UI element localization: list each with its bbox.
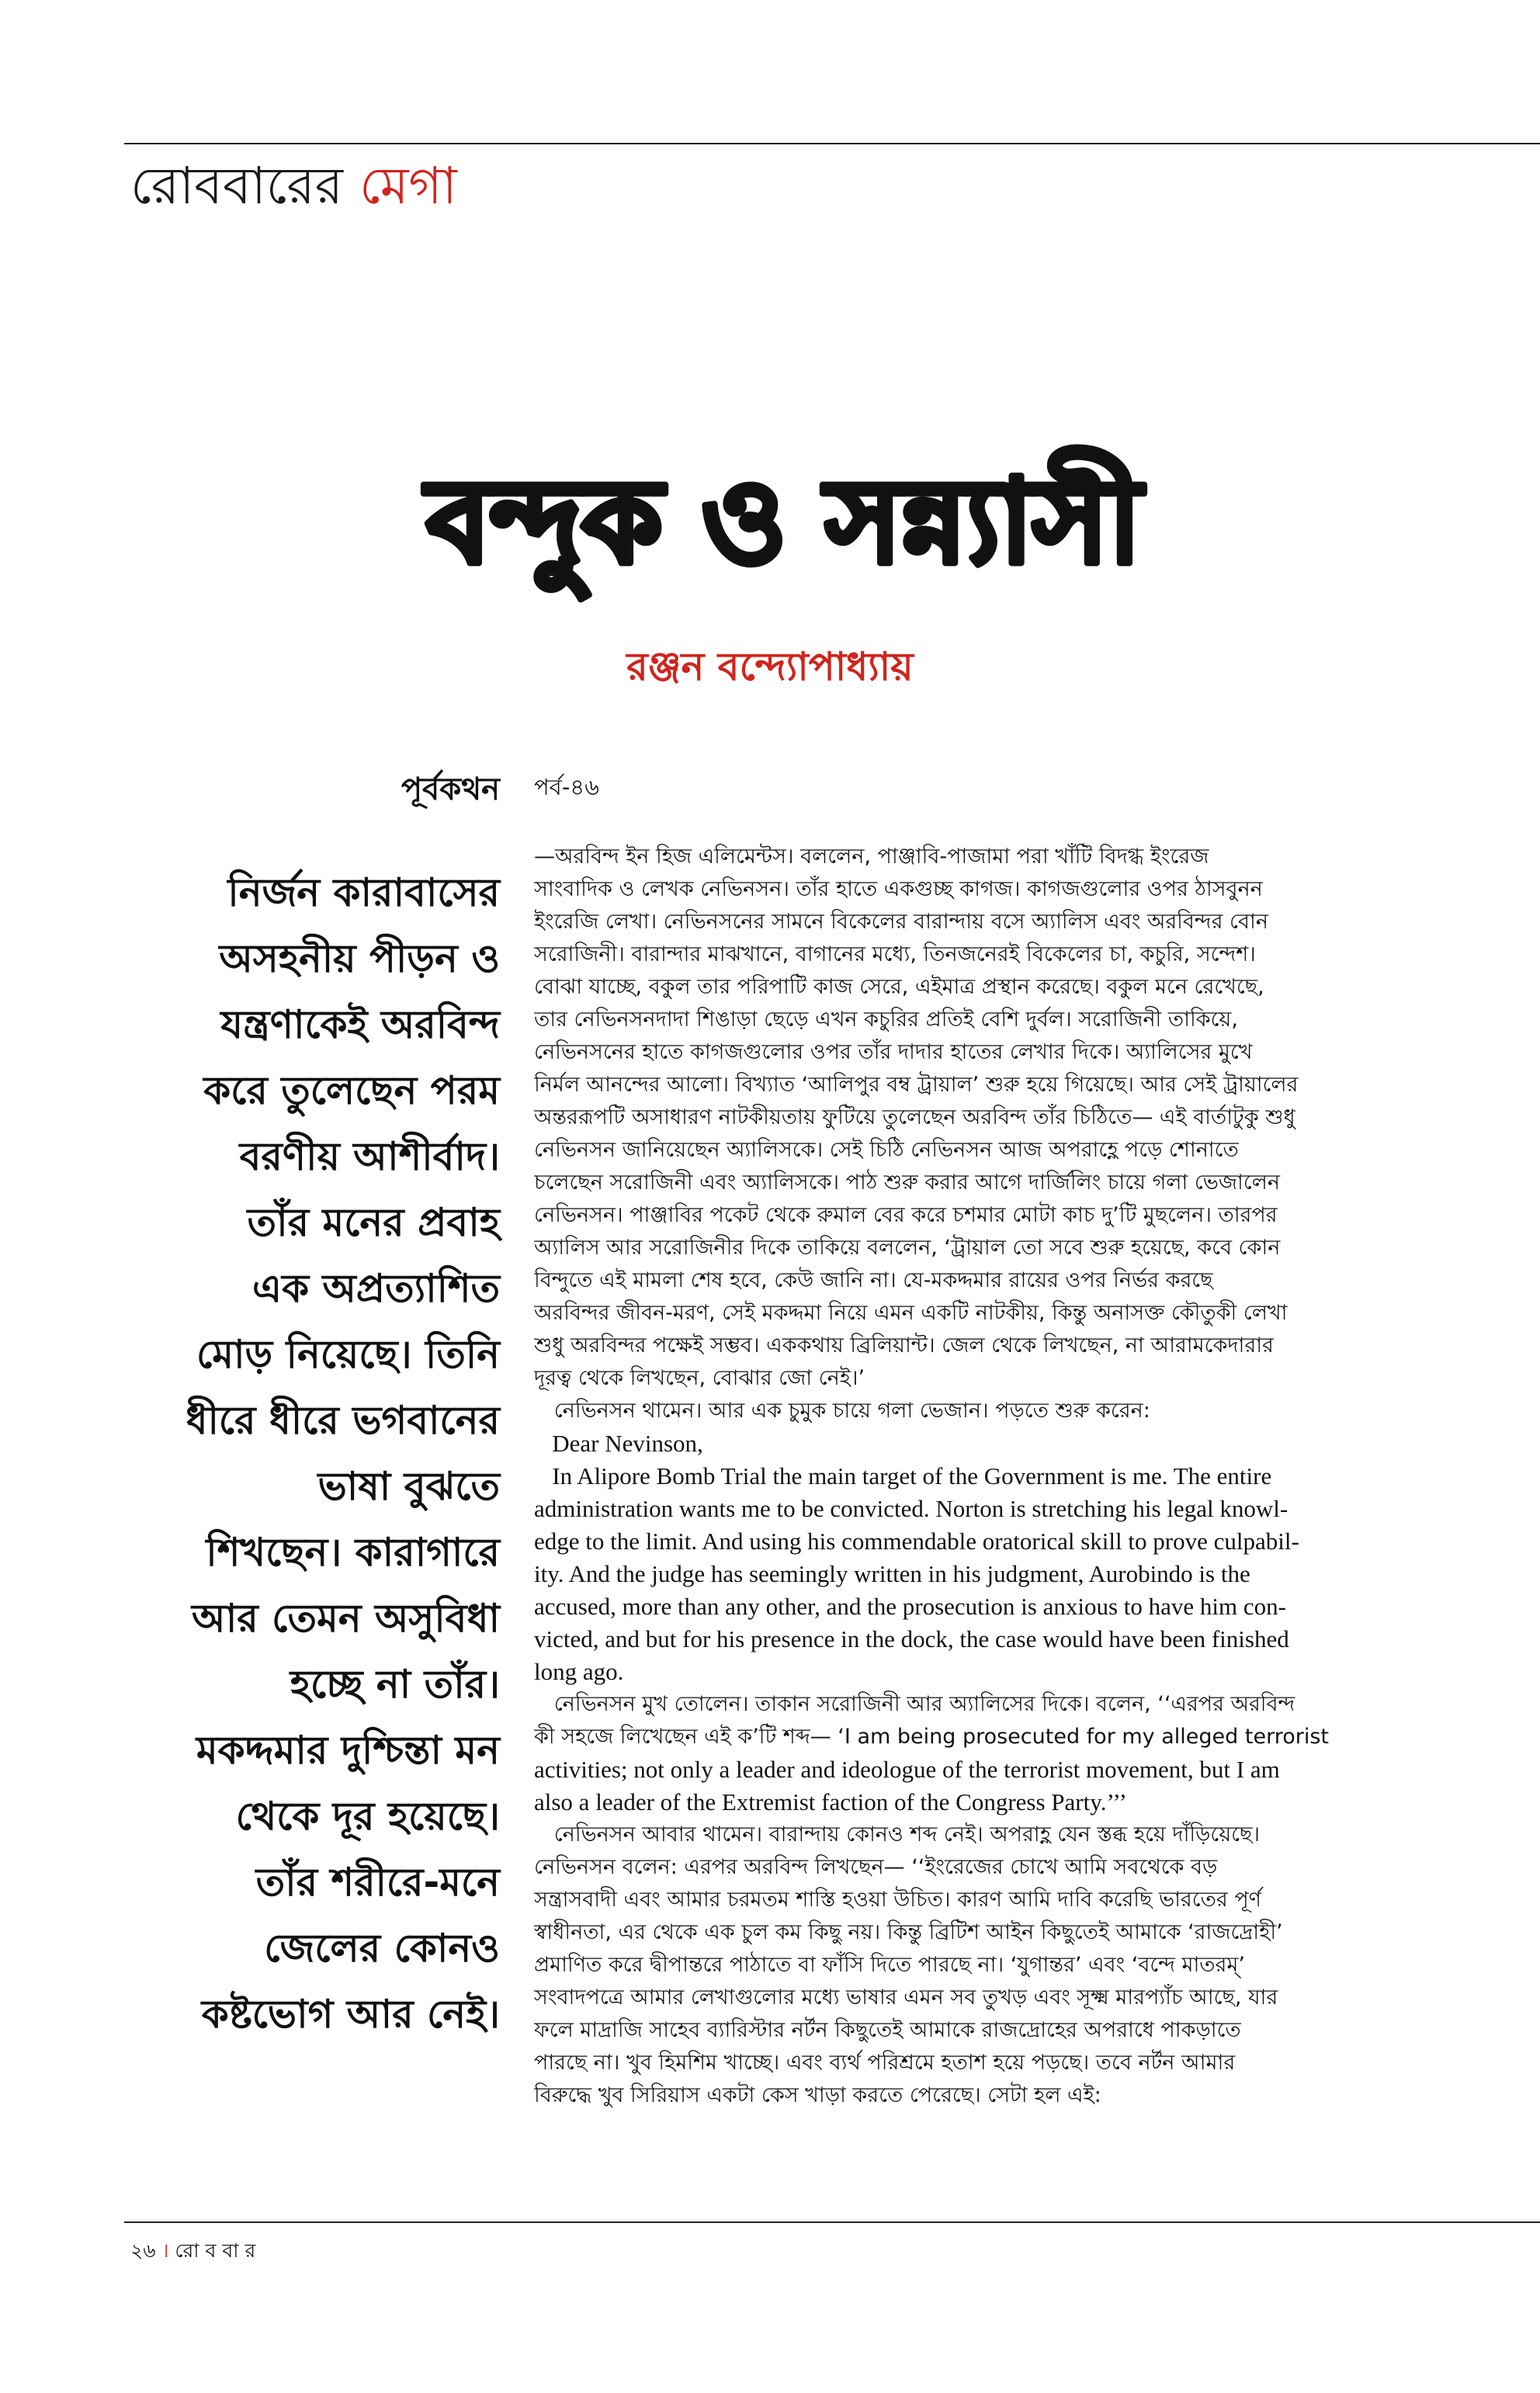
body-line: শুধু অরবিন্দর পক্ষেই সম্ভব। এককথায় ব্রিলিয়ান্ট। জেল থেকে লিখছেন, না আরামকেদারার	[534, 1333, 1274, 1358]
body-line: সংবাদপত্রে আমার লেখাগুলোর মধ্যে ভাষার এমন সব তুখড় এবং সূক্ষ্ম মারপ্যাঁচ আছে, যার	[534, 1985, 1278, 2010]
lede-line: নির্জন কারাবাসের	[227, 870, 500, 915]
body-line: ity. And the judge has seemingly written in his judgment, Aurobindo is the	[534, 1560, 1250, 1587]
body-line: ইংরেজি লেখা। নেভিনসনের সামনে বিকেলের বারান্দায় বসে অ্যালিস এবং অরবিন্দর বোন	[534, 910, 1268, 934]
section-label: পূর্বকথন	[401, 772, 500, 807]
lede-line: তাঁর মনের প্রবাহ	[247, 1200, 500, 1245]
body-line: অন্তররূপটি অসাধারণ নাটকীয়তায় ফুটিয়ে তুলেছেন অরবিন্দ তাঁর চিঠিতে— এই বার্তাটুকু শুধু	[534, 1105, 1295, 1129]
top-rule	[124, 143, 1540, 144]
lede-line: ধীরে ধীরে ভগবানের	[186, 1398, 500, 1443]
lede-line: শিখছেন। কারাগারে	[206, 1530, 500, 1575]
body-line: also a leader of the Extremist faction of the Congress Party.’’’	[534, 1788, 1127, 1816]
body-text-column	[534, 841, 1413, 2112]
lede-line: কষ্টভোগ আর নেই।	[201, 1992, 500, 2037]
body-line: চলেছেন সরোজিনী এবং অ্যালিসকে। পাঠ শুরু করার আগে দার্জিলিং চায়ে গলা ভেজালেন	[534, 1170, 1280, 1195]
page-number: ২৬	[130, 2239, 156, 2262]
body-line: নির্মল আনন্দের আলো। বিখ্যাত ‘আলিপুর বম্ব ট্রায়াল’ শুরু হয়ে গিয়েছে। আর সেই ট্রায়ালের	[534, 1073, 1299, 1097]
body-line: নেভিনসন থামেন। আর এক চুমুক চায়ে গলা ভেজান। পড়তে শুরু করেন:	[534, 1399, 1150, 1423]
body-line: নেভিনসন মুখ তোলেন। তাকান সরোজিনী আর অ্যালিসের দিকে। বলেন, ‘‘এরপর অরবিন্দ	[534, 1692, 1295, 1716]
lede-line: মকদ্দমার দুশ্চিন্তা মন	[196, 1728, 500, 1773]
lede-line: থেকে দূর হয়েছে।	[235, 1794, 500, 1839]
body-line: নেভিনসন আবার থামেন। বারান্দায় কোনও শব্দ নেই। অপরাহ্ণ যেন স্তব্ধ হয়ে দাঁড়িয়েছে।	[534, 1822, 1261, 1847]
body-line: activities; not only a leader and ideologue of the terrorist movement, but I am	[534, 1756, 1280, 1783]
folio-separator: ।	[161, 2239, 169, 2262]
lede-line: হচ্ছে না তাঁর।	[290, 1662, 500, 1707]
body-line: নেভিনসন বলেন: এরপর অরবিন্দ লিখছেন— ‘‘ইংরেজের চোখে আমি সবথেকে বড়	[534, 1855, 1218, 1879]
body-line: স্বাধীনতা, এর থেকে এক চুল কম কিছু নয়। কিন্তু ব্রিটিশ আইন কিছুতেই আমাকে ‘রাজদ্রোহী’	[534, 1920, 1283, 1944]
publication-name: রো ব বা র	[175, 2239, 256, 2262]
body-line: administration wants me to be convicted. Norton is stretching his legal knowl-	[534, 1495, 1289, 1522]
body-line: Dear Nevinson,	[534, 1430, 703, 1457]
body-line: পারছে না। খুব হিমশিম খাচ্ছে। এবং ব্যর্থ পরিশ্রমে হতাশ হয়ে পড়ছে। তবে নর্টন আমার	[534, 2051, 1236, 2075]
page-folio	[130, 2235, 255, 2269]
lede-line: আর তেমন অসুবিধা	[191, 1596, 500, 1641]
lede-line: ভাষা বুঝতে	[317, 1464, 500, 1509]
body-line: সরোজিনী। বারান্দার মাঝখানে, বাগানের মধ্যে, তিনজনেরই বিকেলের চা, কচুরি, সন্দেশ।	[534, 942, 1256, 966]
body-line: বোঝা যাচ্ছে, বকুল তার পরিপাটি কাজ সেরে, এইমাত্র প্রস্থান করেছে। বকুল মনে রেখেছে,	[534, 975, 1264, 999]
body-line: long ago.	[534, 1658, 624, 1685]
lede-line: তাঁর শরীরে-মনে	[255, 1860, 500, 1905]
body-line: অ্যালিস আর সরোজিনীর দিকে তাকিয়ে বললেন, ‘ট্রায়াল তো সবে শুরু হয়েছে, কবে কোন	[534, 1236, 1281, 1260]
story-title-art	[419, 425, 1149, 604]
lede-line: যন্ত্রণাকেই অরবিন্দ	[220, 1002, 500, 1047]
body-line: অরবিন্দর জীবন-মরণ, সেই মকদ্দমা নিয়ে এমন একটি নাটকীয়, কিন্তু অনাসক্ত কৌতুকী লেখা	[534, 1301, 1288, 1325]
body-line: প্রমাণিত করে দ্বীপান্তরে পাঠাতে বা ফাঁসি দিতে পারছে না। ‘যুগান্তর’ এবং ‘বন্দে মাতরম্’	[534, 1953, 1245, 1977]
body-line: দূরত্ব থেকে লিখছেন, বোঝার জো নেই।’	[534, 1366, 865, 1390]
lede-line: মোড় নিয়েছে। তিনি	[196, 1332, 500, 1377]
lede-line: করে তুলেছেন পরম	[203, 1068, 500, 1113]
body-line: নেভিনসন জানিয়েছেন অ্যালিসকে। সেই চিঠি নেভিনসন আজ অপরাহ্ণে পড়ে শোনাতে	[534, 1138, 1239, 1162]
lede-line: অসহনীয় পীড়ন ও	[219, 936, 500, 981]
masthead-text: রোববারের	[130, 156, 343, 216]
body-line: নেভিনসনের হাতে কাগজগুলোর ওপর তাঁর দাদার হাতের লেখার দিকে। অ্যালিসের মুখে	[534, 1040, 1253, 1064]
author-byline: রঞ্জন বন্দ্যোপাধ্যায়	[626, 644, 914, 689]
body-line: সন্ত্রাসবাদী এবং আমার চরমতম শাস্তি হওয়া উচিত। কারণ আমি দাবি করেছি ভারতের পূর্ণ	[534, 1888, 1261, 1912]
body-line: In Alipore Bomb Trial the main target of the Government is me. The entire	[534, 1462, 1272, 1490]
story-title: বন্দুক ও সন্ন্যাসী	[427, 455, 1145, 588]
body-line: ফলে মাদ্রাজি সাহেব ব্যারিস্টার নর্টন কিছুতেই আমাকে রাজদ্রোহের অপরাধে পাকড়াতে	[534, 2018, 1241, 2042]
body-line: বিন্দুতে এই মামলা শেষ হবে, কেউ জানি না। যে-মকদ্দমার রায়ের ওপর নির্ভর করছে	[534, 1268, 1213, 1292]
lede-line: জেলের কোনও	[264, 1926, 500, 1971]
body-line: সাংবাদিক ও লেখক নেভিনসন। তাঁর হাতে একগুচ্ছ কাগজ। কাগজগুলোর ওপর ঠাসবুনন	[534, 877, 1263, 901]
lede-line: বরণীয় আশীর্বাদ।	[239, 1134, 500, 1179]
lede-column	[124, 860, 500, 2048]
body-line: তার নেভিনসনদাদা শিঙাড়া ছেড়ে এখন কচুরির প্রতিই বেশি দুর্বল। সরোজিনী তাকিয়ে,	[534, 1007, 1238, 1032]
body-line: —অরবিন্দ ইন হিজ এলিমেন্টস। বললেন, পাঞ্জাবি-পাজামা পরা খাঁটি বিদগ্ধ ইংরেজ	[534, 844, 1209, 869]
masthead	[130, 155, 457, 217]
episode-number: পর্ব-৪৬	[534, 774, 599, 800]
body-line: কী সহজে লিখেছেন এই ক’টি শব্দ— ‘I am being prosecuted for my alleged terrorist	[534, 1725, 1329, 1749]
body-line: victed, and but for his presence in the dock, the case would have been finished	[534, 1625, 1289, 1653]
body-line: নেভিনসন। পাঞ্জাবির পকেট থেকে রুমাল বের করে চশমার মোটা কাচ দু’টি মুছলেন। তারপর	[534, 1203, 1278, 1227]
masthead-highlight: মেগা	[359, 156, 457, 216]
body-line: accused, more than any other, and the prosecution is anxious to have him con-	[534, 1593, 1286, 1620]
body-line: বিরুদ্ধে খুব সিরিয়াস একটা কেস খাড়া করতে পেরেছে। সেটা হল এই:	[534, 2083, 1101, 2107]
bottom-rule	[124, 2221, 1540, 2223]
body-line: edge to the limit. And using his commendable oratorical skill to prove culpabil-	[534, 1528, 1299, 1555]
lede-line: এক অপ্রত্যাশিত	[252, 1266, 500, 1311]
